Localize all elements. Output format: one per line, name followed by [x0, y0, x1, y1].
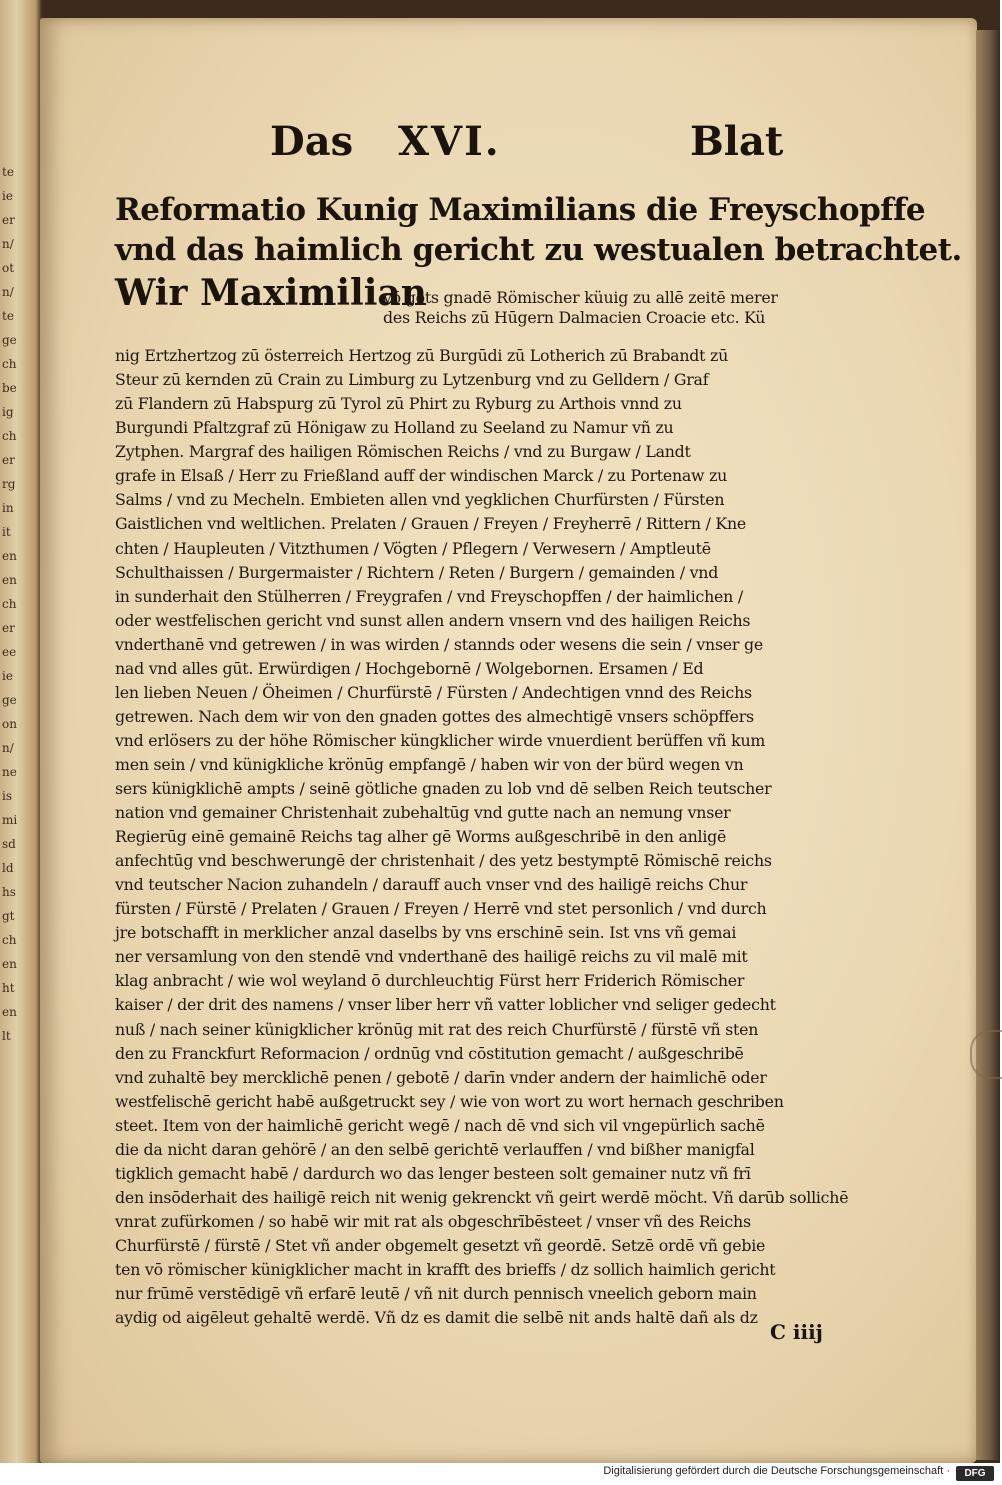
text-line: in sunderhait den Stülherren / Freygrafen / vnd Freyschopffen / der haimlichen / — [115, 586, 743, 606]
page-header — [270, 118, 790, 178]
text-line: aydig od aigēleut gehaltē werdē. Vñ dz es damit die selbē nit ands haltē dañ als dz — [115, 1308, 758, 1328]
text-line: die da nicht daran gehörē / an den selbē gerichtē verlauffen / vnd bißher manigfal — [115, 1139, 755, 1159]
margin-fragment: en — [2, 573, 17, 587]
margin-fragment: it — [2, 525, 11, 539]
text-line: getrewen. Nach dem wir von den gnaden gottes des almechtigē vnsers schöpffers — [115, 706, 754, 726]
text-line: tigklich gemacht habē / dardurch wo das lenger besteen solt gemainer nutz vñ frī — [115, 1163, 751, 1183]
margin-fragment: be — [2, 381, 17, 395]
margin-fragment: sd — [2, 837, 16, 851]
margin-fragment: ee — [2, 645, 17, 659]
margin-fragment: ig — [2, 405, 14, 419]
text-line: ner versamlung von den stendē vnd vnderthanē des hailigē reichs zu vil malē mit — [115, 947, 748, 967]
margin-fragment: te — [2, 165, 14, 179]
text-line: nur frūmē verstēdigē vñ erfarē leutē / vñ nit durch pennisch vneelich geborn main — [115, 1284, 757, 1304]
margin-fragment: en — [2, 957, 17, 971]
text-line: sers künigklichē ampts / seinē götliche gnaden zu lob vnd dē selben Reich teutscher — [115, 779, 772, 798]
text-line: Schulthaissen / Burgermaister / Richtern / Reten / Burgern / gemainden / vnd — [115, 562, 719, 582]
header-blat: Blat — [690, 118, 784, 165]
text-line: fürsten / Fürstē / Prelaten / Grauen / Freyen / Herrē vnd stet personlich / vnd durch — [115, 899, 767, 919]
margin-fragment: mi — [2, 813, 18, 827]
text-line: des Reichs zū Hūgern Dalmacien Croacie etc. Kü — [383, 308, 766, 327]
margin-fragment: ge — [2, 333, 17, 347]
title-line-1: Reformatio Kunig Maximilians die Freyschopffe — [115, 192, 926, 228]
text-line: steet. Item von der haimlichē gericht wegē / nach dē vnd sich vil vngepürlich sachē — [115, 1115, 765, 1135]
text-line: men sein / vnd künigkliche krönūg empfangē / haben wir von der bürd wegen vn — [115, 754, 744, 774]
text-line: chten / Haupleuten / Vitzthumen / Vögten / Pflegern / Verwesern / Amptleutē — [115, 538, 711, 558]
margin-fragment: er — [2, 453, 15, 467]
text-line: vnd zuhaltē bey mercklichē penen / gebotē / darīn vnder andern der haimlichē oder — [115, 1067, 767, 1087]
text-line: vnd teutscher Nacion zuhandeln / darauff auch vnser vnd des hailigē reichs Chur — [115, 875, 748, 895]
margin-fragment: er — [2, 621, 15, 635]
margin-fragment: ch — [2, 933, 17, 947]
margin-fragment: ne — [2, 765, 17, 779]
margin-fragment: n/ — [2, 285, 14, 299]
signature-mark: C iiij — [770, 1320, 823, 1344]
text-line: den zu Franckfurt Reformacion / ordnūg vnd cōstitution gemacht / außgeschribē — [115, 1043, 744, 1063]
margin-fragment: er — [2, 213, 15, 227]
text-line: jre botschafft in merklicher anzal daselbs by vns erschinē sein. Ist vns vñ gemai — [115, 923, 737, 943]
text-line: Burgundi Pfaltzgraf zū Hönigaw zu Holland zu Seeland zu Namur vñ zu — [115, 418, 674, 438]
text-line: oder westfelischen gericht vnd sunst allen andern vnsern vnd des hailigen Reichs — [115, 610, 751, 630]
margin-fragment: ot — [2, 261, 15, 275]
margin-fragment: ge — [2, 693, 17, 707]
margin-fragment: is — [2, 789, 12, 803]
text-line: nad vnd alles gūt. Erwürdigen / Hochgebornē / Wolgebornen. Ersamen / Ed — [115, 658, 704, 678]
text-line: nuß / nach seiner künigklicher krönūg mit rat des reich Churfürstē / fürstē vñ sten — [115, 1019, 759, 1039]
text-line: Churfürstē / fürstē / Stet vñ ander obgemelt gesetzt vñ geordē. Setzē ordē vñ gebie — [115, 1235, 766, 1255]
title-line-2: vnd das haimlich gericht zu westualen betrachtet. — [115, 232, 962, 268]
text-line: len lieben Neuen / Öheimen / Churfürstē / Fürsten / Andechtigen vnnd des Reichs — [115, 682, 752, 702]
text-line: den insōderhait des hailigē reich nit wenig gekrenckt vñ geirt werdē möcht. Vñ darūb sollichē — [115, 1187, 849, 1207]
text-line: klag anbracht / wie wol weyland ō durchleuchtig Fürst herr Friderich Römischer — [115, 971, 745, 991]
text-line: nation vnd gemainer Christenhait zubehaltūg vnd gutte nach an nemung vnser — [115, 803, 731, 823]
margin-fragment: en — [2, 549, 17, 563]
initial-word: Wir Maximilian — [115, 272, 427, 314]
text-line: zū Flandern zū Habspurg zū Tyrol zū Phirt zu Ryburg zu Arthois vnnd zu — [115, 394, 682, 414]
header-das: Das — [270, 118, 354, 165]
text-line: Salms / vnd zu Mecheln. Embieten allen vnd yegklichen Churfürsten / Fürsten — [115, 490, 725, 510]
text-line: anfechtūg vnd beschwerungē der christenhait / des yetz bestymptē Römischē reichs — [115, 851, 772, 871]
text-line: Regierūg einē gemainē Reichs tag alher gē Worms außgeschribē in den anligē — [115, 827, 727, 847]
right-page-edge — [976, 30, 1000, 1460]
text-line: kaiser / der drit des namens / vnser liber herr vñ vatter loblicher vnd seliger gedecht — [115, 995, 776, 1015]
margin-fragment: ie — [2, 189, 13, 203]
text-line: ten vō römischer künigklicher macht in krafft des brieffs / dz sollich haimlich gericht — [115, 1260, 776, 1279]
text-line: westfelischē gericht habē außgetruckt sey / wie von wort zu wort hernach geschriben — [115, 1091, 784, 1111]
text-line: Steur zū kernden zū Crain zu Limburg zu Lytzenburg vnd zu Gelldern / Graf — [115, 370, 709, 390]
text-line: vō gots gnadē Römischer küuig zu allē zeitē merer — [383, 288, 778, 307]
margin-fragment: rg — [2, 477, 16, 491]
text-line: nig Ertzhertzog zū österreich Hertzog zū Burgūdi zū Lotherich zū Brabandt zū — [115, 346, 729, 366]
margin-fragment: in — [2, 501, 14, 515]
margin-fragment: n/ — [2, 237, 14, 251]
margin-fragment: ie — [2, 669, 13, 683]
text-line: Gaistlichen vnd weltlichen. Prelaten / Grauen / Freyen / Freyherrē / Rittern / Kne — [115, 514, 746, 534]
margin-fragment: hs — [2, 885, 16, 899]
margin-fragment: ht — [2, 981, 15, 995]
margin-fragment: lt — [2, 1029, 11, 1043]
dfg-logo: DFG — [956, 1466, 994, 1481]
margin-fragment: en — [2, 1005, 17, 1019]
footer-credit: Digitalisierung gefördert durch die Deutsche Forschungsgemeinschaft · — [603, 1465, 950, 1477]
margin-fragment: ch — [2, 597, 17, 611]
margin-fragment: gt — [2, 909, 15, 923]
text-line: grafe in Elsaß / Herr zu Frießland auff der windischen Marck / zu Portenaw zu — [115, 466, 728, 486]
text-line: Zytphen. Margraf des hailigen Römischen Reichs / vnd zu Burgaw / Landt — [115, 442, 691, 462]
margin-fragment: te — [2, 309, 14, 323]
margin-fragment: ld — [2, 861, 14, 875]
margin-fragment: ch — [2, 429, 17, 443]
text-line: vnderthanē vnd getrewen / in was wirden / stannds oder wesens die sein / vnser ge — [115, 634, 763, 654]
text-line: vnd erlösers zu der höhe Römischer küngklicher wirde vnuerdient berüffen vñ kum — [115, 730, 766, 750]
text-line: vnrat zufürkomen / so habē wir mit rat als obgeschrībēsteet / vnser vñ des Reichs — [115, 1211, 751, 1231]
folio-number: XVI. — [398, 118, 501, 165]
margin-fragment: n/ — [2, 741, 14, 755]
clip-mark — [970, 1030, 1002, 1079]
margin-fragment: ch — [2, 357, 17, 371]
margin-fragment: on — [2, 717, 17, 731]
